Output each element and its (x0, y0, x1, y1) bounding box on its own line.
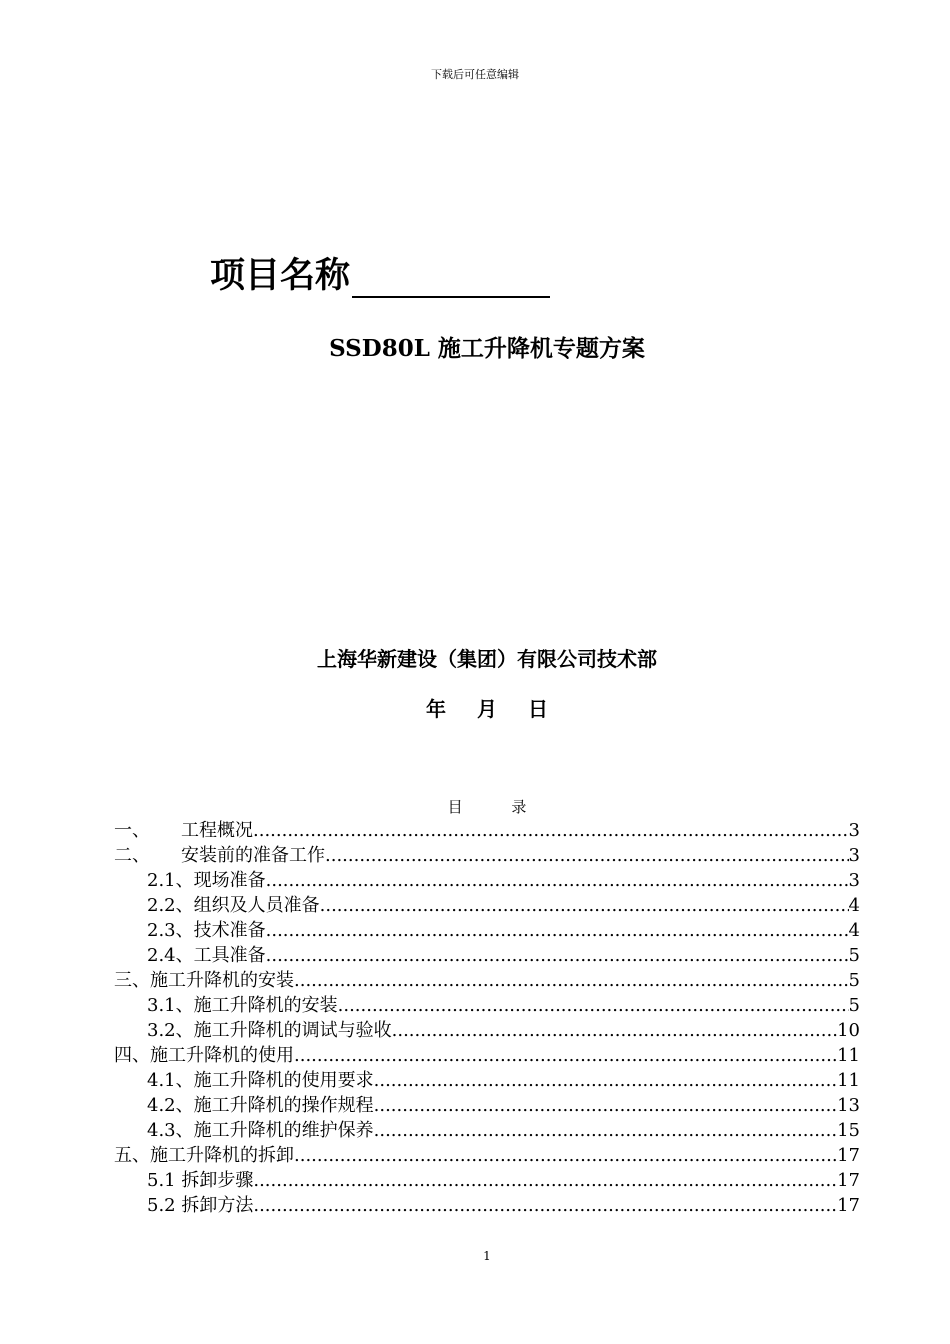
toc-entry[interactable] (114, 1068, 860, 1093)
toc-entry-page: 11 (837, 1070, 860, 1091)
toc-entry-text: 工程概况 (181, 820, 253, 841)
date-day: 日 (527, 697, 548, 721)
toc-entry-label: 2.3、技术准备 (147, 920, 266, 941)
toc-leader-dots (253, 1168, 837, 1193)
toc-entry[interactable] (114, 1093, 860, 1118)
toc-leader-dots (374, 1093, 837, 1118)
project-name-blank[interactable] (352, 258, 550, 298)
toc-entry-page: 3 (848, 870, 860, 891)
toc-entry-text: 安装前的准备工作 (181, 845, 325, 866)
toc-entry-label: 5.1 拆卸步骤 (147, 1170, 254, 1191)
toc-entry-label: 4.1、施工升降机的使用要求 (147, 1070, 374, 1091)
toc-entry[interactable] (114, 1043, 860, 1068)
toc-title-left: 目 (447, 798, 463, 816)
toc-entry-label: 五、施工升降机的拆卸 (114, 1145, 294, 1166)
toc-entry-label: 4.3、施工升降机的维护保养 (147, 1120, 374, 1141)
toc-leader-dots (374, 1068, 837, 1093)
toc-entry-number: 一、 (114, 820, 150, 841)
toc-entry-number: 二、 (114, 845, 150, 866)
toc-leader-dots (325, 843, 849, 868)
toc-entry-page: 5 (848, 970, 860, 991)
toc-entry[interactable] (114, 1018, 860, 1043)
toc-entry-page: 3 (848, 845, 860, 866)
toc-leader-dots (294, 1143, 837, 1168)
toc-entry-page: 17 (837, 1170, 860, 1191)
toc-entry[interactable] (114, 918, 860, 943)
toc-entry-page: 15 (837, 1120, 860, 1141)
page-number: 1 (483, 1249, 491, 1263)
toc-entry-label: 2.1、现场准备 (147, 870, 266, 891)
toc-entry-page: 13 (837, 1095, 860, 1116)
toc-entry[interactable] (114, 1193, 860, 1218)
toc-entry-page: 17 (837, 1145, 860, 1166)
toc-entry-page: 4 (848, 895, 860, 916)
table-of-contents (114, 818, 860, 1218)
project-label: 项目名称 (210, 256, 351, 296)
toc-entry[interactable] (114, 893, 860, 918)
date-year: 年 (426, 697, 447, 721)
toc-entry-page: 5 (848, 995, 860, 1016)
toc-entry-page: 4 (848, 920, 860, 941)
toc-entry-label: 2.4、工具准备 (147, 945, 266, 966)
toc-entry-label: 三、施工升降机的安装 (114, 970, 294, 991)
header-note: 下载后可任意编辑 (431, 68, 519, 81)
toc-leader-dots (253, 1193, 837, 1218)
toc-entry-page: 17 (837, 1195, 860, 1216)
toc-title (0, 796, 950, 817)
toc-entry-page: 10 (837, 1020, 860, 1041)
toc-leader-dots (374, 1118, 837, 1143)
document-subtitle: SSD80L 施工升降机专题方案 (329, 335, 645, 362)
toc-entry-label: 4.2、施工升降机的操作规程 (147, 1095, 374, 1116)
date-line (0, 693, 950, 722)
toc-leader-dots (320, 893, 849, 918)
toc-entry[interactable] (114, 968, 860, 993)
toc-entry[interactable] (114, 1168, 860, 1193)
toc-leader-dots (392, 1018, 837, 1043)
toc-leader-dots (253, 818, 849, 843)
toc-entry-page: 3 (848, 820, 860, 841)
toc-title-right: 录 (511, 798, 527, 816)
toc-entry[interactable] (114, 843, 860, 868)
toc-leader-dots (338, 993, 849, 1018)
company-name: 上海华新建设（集团）有限公司技术部 (317, 647, 657, 671)
toc-entry-label: 5.2 拆卸方法 (147, 1195, 254, 1216)
toc-leader-dots (266, 918, 849, 943)
toc-entry[interactable] (114, 993, 860, 1018)
toc-entry-page: 11 (837, 1045, 860, 1066)
toc-entry-label: 四、施工升降机的使用 (114, 1045, 294, 1066)
toc-entry-label: 2.2、组织及人员准备 (147, 895, 320, 916)
toc-entry-label: 3.2、施工升降机的调试与验收 (147, 1020, 392, 1041)
toc-leader-dots (266, 868, 849, 893)
toc-entry-page: 5 (848, 945, 860, 966)
toc-leader-dots (294, 968, 849, 993)
toc-entry-label (114, 818, 253, 843)
toc-entry-label (114, 843, 325, 868)
date-month: 月 (477, 697, 497, 721)
toc-leader-dots (266, 943, 849, 968)
toc-entry[interactable] (114, 818, 860, 843)
toc-leader-dots (294, 1043, 837, 1068)
toc-entry[interactable] (114, 868, 860, 893)
toc-entry[interactable] (114, 1143, 860, 1168)
toc-entry[interactable] (114, 1118, 860, 1143)
toc-entry-label: 3.1、施工升降机的安装 (147, 995, 338, 1016)
project-title (210, 248, 550, 298)
toc-entry[interactable] (114, 943, 860, 968)
